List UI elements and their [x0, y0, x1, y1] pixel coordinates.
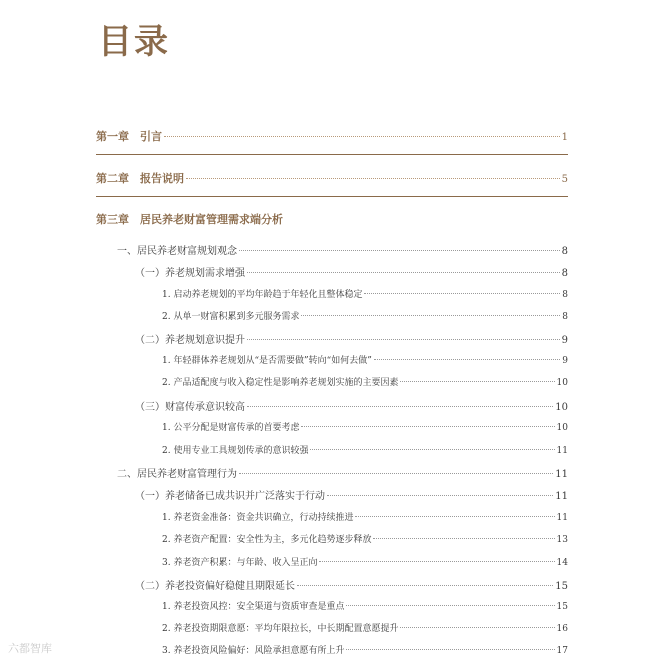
- toc-item[interactable]: [162, 621, 568, 634]
- toc-chapter-label: 第三章 居民养老财富管理需求端分析: [96, 213, 283, 226]
- toc-subsection[interactable]: [135, 398, 568, 413]
- toc-page-number: 11: [555, 491, 568, 502]
- dot-leader: [355, 516, 554, 517]
- toc-entry-label: 2. 养老投资期限意愿：平均年限拉长，中长期配置意愿提升: [162, 624, 399, 634]
- toc-entry-label: 1. 公平分配是财富传承的首要考虑: [162, 423, 300, 433]
- toc-entry-label: （二）养老规划意识提升: [135, 335, 245, 346]
- dot-leader: [247, 339, 560, 340]
- toc-entry-label: 1. 养老投资风控：安全渠道与资质审查是重点: [162, 602, 345, 612]
- dot-leader: [346, 605, 554, 606]
- toc-entry-label: 2. 养老资产配置：安全性为主，多元化趋势逐步释放: [162, 535, 372, 545]
- dot-leader: [346, 649, 554, 650]
- toc-entry-label: 3. 养老投资风险偏好：风险承担意愿有所上升: [162, 646, 345, 656]
- toc-item[interactable]: [162, 309, 568, 322]
- toc-page-number: 8: [561, 246, 568, 257]
- toc-section[interactable]: [117, 242, 568, 257]
- dot-leader: [373, 538, 554, 539]
- dot-leader: [247, 406, 553, 407]
- toc-entry-label: 2. 产品适配度与收入稳定性是影响养老规划实施的主要因素: [162, 378, 399, 388]
- toc-entry-label: 1. 养老资金准备：资金共识确立，行动持续推进: [162, 513, 354, 523]
- toc-item[interactable]: [162, 555, 568, 568]
- dot-leader: [297, 585, 553, 586]
- toc-entry-label: 2. 从单一财富积累到多元服务需求: [162, 312, 300, 322]
- dot-leader: [164, 136, 560, 137]
- dot-leader: [374, 359, 560, 360]
- toc-subsection[interactable]: [135, 331, 568, 346]
- toc-entry-label: 1. 年轻群体养老规划从“是否需要做”转向“如何去做”: [162, 356, 372, 366]
- toc-page-number: 1: [561, 132, 568, 143]
- toc-page-number: 16: [556, 624, 568, 634]
- toc-page-number: 5: [561, 174, 568, 185]
- toc-chapter-2[interactable]: [96, 170, 568, 186]
- toc-page-number: 9: [561, 335, 568, 346]
- toc-item[interactable]: [162, 287, 568, 300]
- toc-chapter-label: 第一章 引言: [96, 130, 162, 143]
- toc-chapter-3[interactable]: [96, 211, 568, 227]
- toc-item[interactable]: [162, 353, 568, 366]
- toc-page-number: 10: [556, 378, 568, 388]
- toc-entry-label: （一）养老规划需求增强: [135, 268, 245, 279]
- dot-leader: [239, 250, 560, 251]
- toc-page-number: 8: [561, 268, 568, 279]
- toc-chapter-1[interactable]: [96, 128, 568, 144]
- toc-page-number: 15: [556, 602, 568, 612]
- toc-entry-label: 1. 启动养老规划的平均年龄趋于年轻化且整体稳定: [162, 290, 363, 300]
- toc-item[interactable]: [162, 532, 568, 545]
- toc-entry-label: 3. 养老资产积累：与年龄、收入呈正向: [162, 558, 318, 568]
- dot-leader: [301, 315, 560, 316]
- toc-page-number: 10: [555, 402, 568, 413]
- toc-page-number: 11: [555, 469, 568, 480]
- dot-leader: [319, 561, 554, 562]
- toc-page-number: 8: [562, 312, 568, 322]
- toc-item[interactable]: [162, 443, 568, 456]
- toc-section[interactable]: [117, 465, 568, 480]
- dot-leader: [310, 449, 554, 450]
- toc-page-number: 14: [556, 558, 568, 568]
- watermark: 六都智库: [8, 642, 52, 655]
- toc-page-number: 8: [562, 290, 568, 300]
- dot-leader: [186, 178, 560, 179]
- toc-entry-label: 一、居民养老财富规划观念: [117, 246, 237, 257]
- dot-leader: [301, 426, 554, 427]
- toc-entry-label: 二、居民养老财富管理行为: [117, 469, 237, 480]
- toc-subsection[interactable]: [135, 487, 568, 502]
- toc-chapter-label: 第二章 报告说明: [96, 172, 184, 185]
- toc-item[interactable]: [162, 375, 568, 388]
- toc-item[interactable]: [162, 420, 568, 433]
- toc-page-number: 15: [555, 581, 568, 592]
- toc-entry-label: （一）养老储备已成共识并广泛落实于行动: [135, 491, 325, 502]
- toc-item[interactable]: [162, 510, 568, 523]
- toc-item[interactable]: [162, 599, 568, 612]
- toc-subsection[interactable]: [135, 264, 568, 279]
- toc-entry-label: 2. 使用专业工具规划传承的意识较强: [162, 446, 309, 456]
- toc-item[interactable]: [162, 643, 568, 656]
- toc-entry-label: （二）养老投资偏好稳健且期限延长: [135, 581, 295, 592]
- toc-page-number: 17: [556, 646, 568, 656]
- dot-leader: [327, 495, 553, 496]
- toc-page-number: 9: [562, 356, 568, 366]
- page-title: 目录: [98, 22, 170, 62]
- toc-page-number: 10: [556, 423, 568, 433]
- dot-leader: [400, 381, 554, 382]
- toc-subsection[interactable]: [135, 577, 568, 592]
- dot-leader: [239, 473, 553, 474]
- dot-leader: [364, 293, 560, 294]
- dot-leader: [247, 272, 560, 273]
- toc-entry-label: （三）财富传承意识较高: [135, 402, 245, 413]
- toc-page-number: 11: [556, 446, 568, 456]
- dot-leader: [400, 627, 554, 628]
- chapter-divider: [96, 196, 568, 197]
- toc-page-number: 13: [556, 535, 568, 545]
- chapter-divider: [96, 154, 568, 155]
- toc-page-number: 11: [556, 513, 568, 523]
